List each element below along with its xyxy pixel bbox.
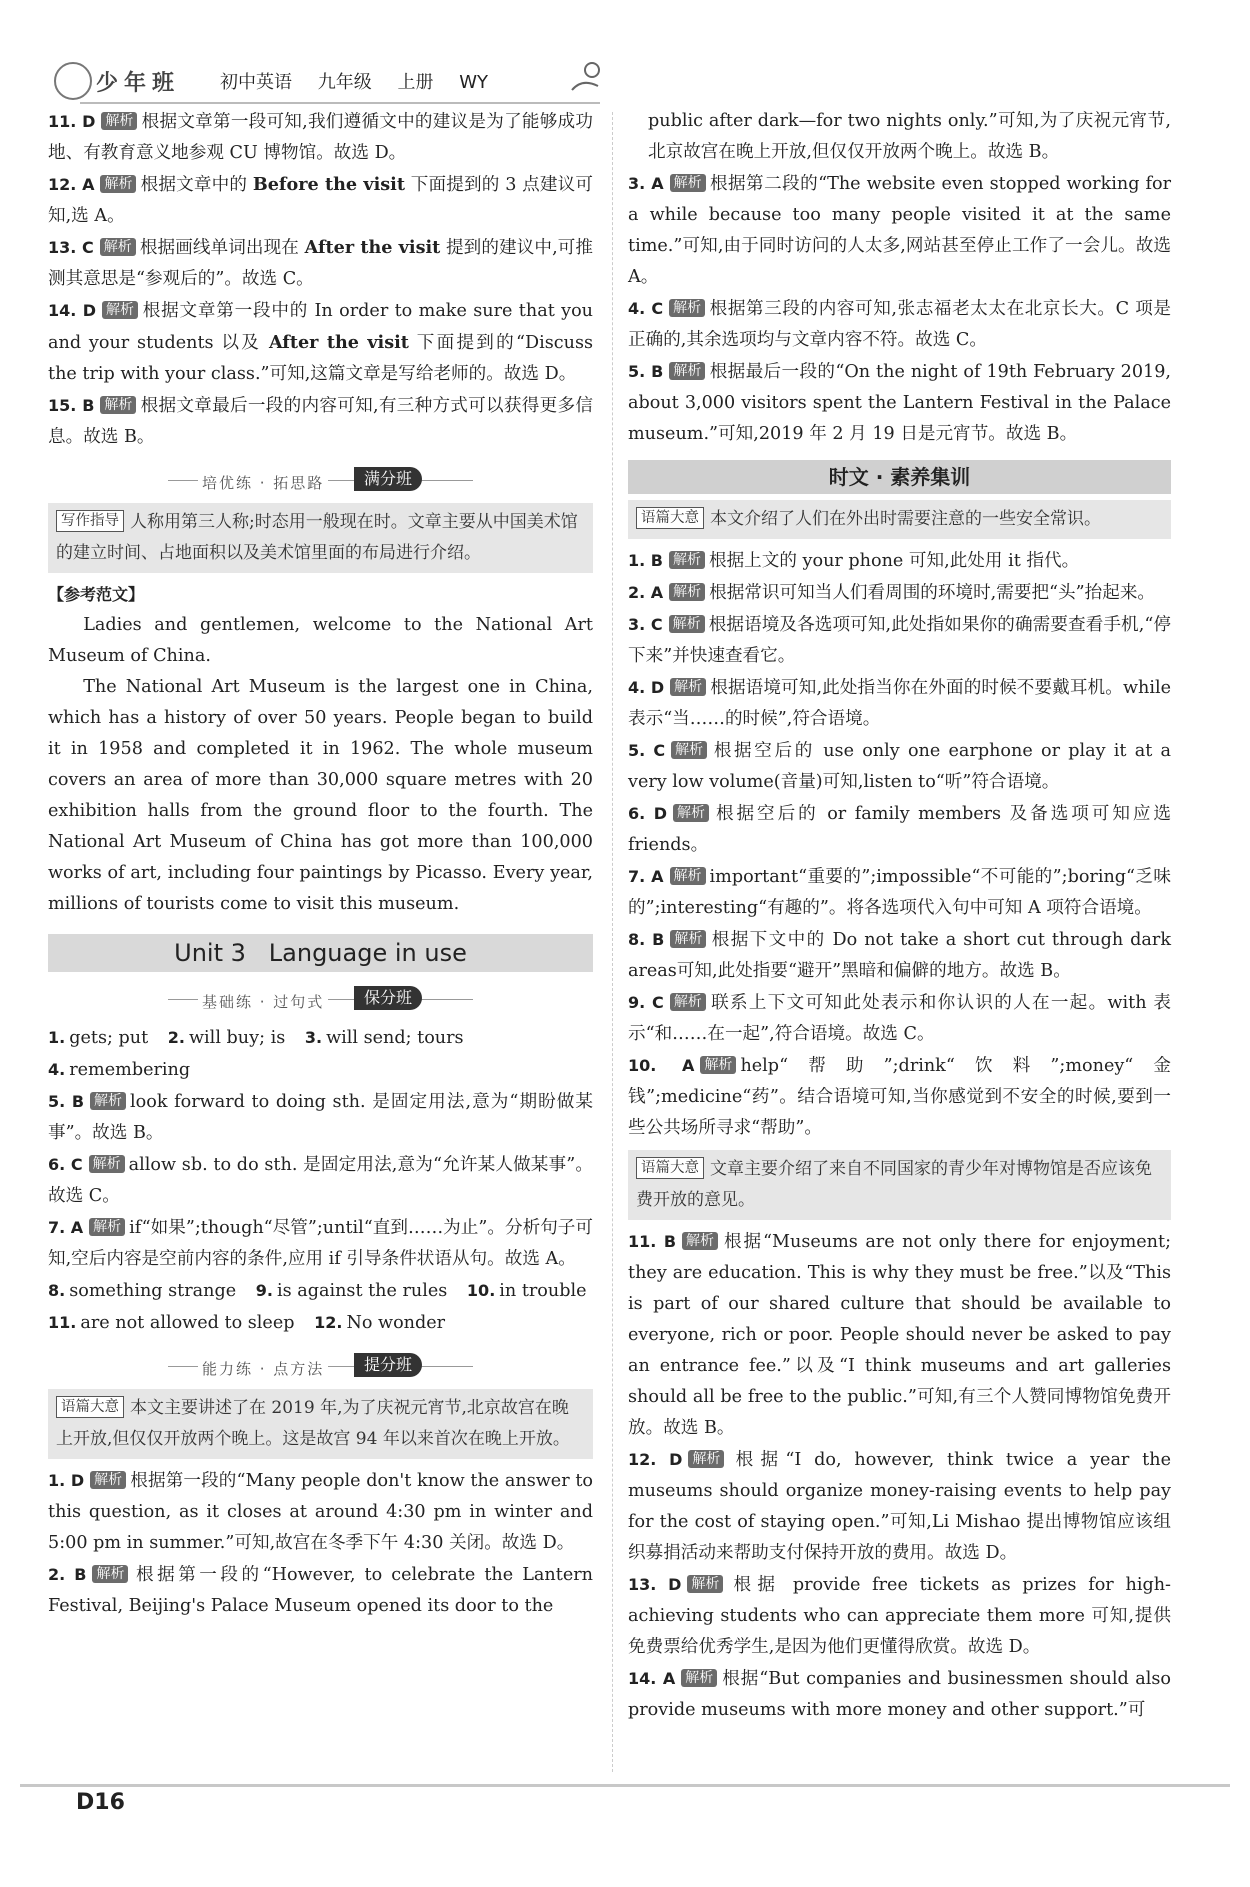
page-number: D16 [76, 1790, 125, 1815]
summary-tag: 语篇大意 [636, 1157, 704, 1179]
analysis-tag: 解析 [102, 301, 138, 319]
analysis-tag: 解析 [100, 175, 136, 193]
analysis-tag: 解析 [673, 804, 709, 822]
analysis-tag: 解析 [669, 583, 705, 601]
answer-item: 10. A 解析 help“帮助”;drink“饮料”;money“金钱”;medicine“药”。结合语境可知,当你感觉到不安全的时候,要到一些公共场所寻求“帮助”。 [628, 1056, 1172, 1138]
analysis-tag: 解析 [682, 1232, 718, 1250]
column-divider [612, 112, 614, 1772]
sample-paragraph: The National Art Museum is the largest one in China, which has a history of over 50 years. People began to build it in 1958 and completed it in 1962. The whole museum covers an area of more than 30,000 square metres with 20 exhibition halls from the ground floor to the fourth. The National Art Museum of China has got more than 100,000 works of art, including four paintings by Picasso. Every year, millions of tourists come to visit this museum. [48, 677, 593, 914]
header-volume: 上册 [397, 72, 434, 93]
summary-tag: 语篇大意 [56, 1396, 124, 1418]
analysis-tag: 解析 [671, 741, 707, 759]
analysis-tag: 解析 [669, 615, 705, 633]
analysis-tag: 解析 [688, 1450, 724, 1468]
answer-item: 9. C 解析 联系上下文可知此处表示和你认识的人在一起。with 表示“和……在一起”,符合语境。故选 C。 [628, 993, 1171, 1044]
unit-title: Unit 3 Language in use [48, 934, 593, 972]
answer-item: 7. A 解析 important“重要的”;impossible“不可能的”;boring“乏味的”;interesting“有趣的”。将各选项代入句中可知 A 项符合语境。 [628, 867, 1171, 918]
passage-summary: 语篇大意 文章主要介绍了来自不同国家的青少年对博物馆是否应该免费开放的意见。 [628, 1150, 1171, 1220]
analysis-tag: 解析 [670, 174, 706, 192]
answer-item: 11. D 解析 根据文章第一段可知,我们遵循文中的建议是为了能够成功地、有教育意义地参观 CU 博物馆。故选 D。 [48, 112, 593, 163]
passage-summary: 语篇大意 本文介绍了人们在外出时需要注意的一些安全常识。 [628, 500, 1171, 539]
passage-summary: 语篇大意 本文主要讲述了在 2019 年,为了庆祝元宵节,北京故宫在晚上开放,但仅仅开放两个晚上。这是故宫 94 年以来首次在晚上开放。 [48, 1389, 593, 1459]
answer-item: 3. C 解析 根据语境及各选项可知,此处指如果你的确需要查看手机,“停下来”并快速查看它。 [628, 615, 1172, 666]
analysis-tag: 解析 [100, 396, 136, 414]
analysis-tag: 解析 [670, 930, 706, 948]
page-header [40, 58, 600, 106]
blank-answers-row: 8. something strange 9. is against the rules 10. in trouble [48, 1281, 587, 1301]
left-column [48, 106, 593, 1622]
reader-mascot-icon [568, 60, 604, 96]
answer-item: 12. A 解析 根据文章中的 Before the visit 下面提到的 3 点建议可知,选 A。 [48, 174, 593, 226]
answer-item: 11. B 解析 根据“Museums are not only there for enjoyment; they are education. This is why they must be free.”以及“This is part of our shared culture that should be available to everyone, rich or poor. People should never be asked to pay an entrance fee.”以及“I think museums and art galleries should all be free to the public.”可知,有三个人赞同博物馆免费开放。故选 B。 [628, 1232, 1171, 1438]
header-grade: 九年级 [317, 72, 372, 93]
answer-item: 6. D 解析 根据空后的 or family members 及备选项可知应选 friends。 [628, 804, 1171, 855]
header-meta [220, 68, 508, 94]
writing-guide-tag: 写作指导 [56, 510, 124, 532]
analysis-tag: 解析 [681, 1669, 717, 1687]
answer-item: 7. A 解析 if“如果”;though“尽管”;until“直到……为止”。分析句子可知,空后内容是空前内容的条件,应用 if 引导条件状语从句。故选 A。 [48, 1218, 593, 1269]
header-rule [80, 102, 600, 104]
blank-answers-row: 1. gets; put 2. will buy; is 3. will send; tours [48, 1028, 464, 1048]
answer-item: 5. B 解析 look forward to doing sth. 是固定用法,意为“期盼做某事”。故选 B。 [48, 1092, 593, 1143]
answer-item: 2. B 解析 根据第一段的“However, to celebrate the Lantern Festival, Beijing's Palace Museum opened its door to the [48, 1565, 593, 1616]
answer-item: 5. B 解析 根据最后一段的“On the night of 19th February 2019, about 3,000 visitors spent the Lantern Festival in the Palace museum.”可知,2019 年 2 月 19 日是元宵节。故选 B。 [628, 362, 1172, 444]
shiwen-section-title: 时文 · 素养集训 [628, 460, 1171, 494]
analysis-tag: 解析 [90, 1092, 126, 1110]
answer-item: 4. C 解析 根据第三段的内容可知,张志福老太太在北京长大。C 项是正确的,其余选项均与文章内容不符。故选 C。 [628, 299, 1171, 350]
analysis-tag: 解析 [101, 112, 137, 130]
right-column [628, 106, 1171, 1726]
answer-item: 13. D 解析 根据 provide free tickets as prizes for high-achieving students who can appreciate them more 可知,提供免费票给优秀学生,是因为他们更懂得欣赏。故选 D。 [628, 1575, 1171, 1657]
summary-tag: 语篇大意 [636, 507, 704, 529]
footer-rule [20, 1784, 1230, 1787]
analysis-tag: 解析 [89, 1218, 125, 1236]
answer-item: 14. D 解析 根据文章第一段中的 In order to make sure that you and your students 以及 After the visit 下面提到的“Discuss the trip with your class.”可知,这篇文章是写给老师的。故选 D。 [48, 301, 593, 384]
answer-item: 1. B 解析 根据上文的 your phone 可知,此处用 it 指代。 [628, 551, 1080, 571]
answer-item: 13. C 解析 根据画线单词出现在 After the visit 提到的建议中,可推测其意思是“参观后的”。故选 C。 [48, 237, 594, 289]
section-heading-advanced: 培优练 · 拓思路 满分班 [48, 465, 593, 495]
sample-label: 【参考范文】 [48, 585, 145, 604]
answer-continuation: public after dark—for two nights only.”可知,为了庆祝元宵节,北京故宫在晚上开放,但仅仅开放两个晚上。故选 B。 [648, 111, 1171, 162]
analysis-tag: 解析 [669, 551, 705, 569]
blank-answers-row: 4. remembering [48, 1060, 191, 1080]
analysis-tag: 解析 [669, 362, 705, 380]
answer-item: 6. C 解析 allow sb. to do sth. 是固定用法,意为“允许某人做某事”。故选 C。 [48, 1155, 593, 1206]
writing-guide: 写作指导 人称用第三人称;时态用一般现在时。文章主要从中国美术馆的建立时间、占地面积以及美术馆里面的布局进行介绍。 [48, 503, 593, 573]
logo-icon [54, 62, 92, 100]
analysis-tag: 解析 [89, 1155, 125, 1173]
answer-item: 14. A 解析 根据“But companies and businessmen should also provide museums with more money and other support.”可 [628, 1669, 1172, 1720]
analysis-tag: 解析 [669, 299, 705, 317]
answer-item: 12. D 解析 根据“I do, however, think twice a year the museums should organize money-raising events to help pay for the cost of staying open.”可知,Li Mishao 提出博物馆应该组织募捐活动来帮助支付保持开放的费用。故选 D。 [628, 1450, 1171, 1563]
answer-item: 3. A 解析 根据第二段的“The website even stopped working for a while because too many people visited it at the same time.”可知,由于同时访问的人太多,网站甚至停止工作了一会儿。故选 A。 [628, 174, 1171, 287]
sample-paragraph: Ladies and gentlemen, welcome to the National Art Museum of China. [48, 615, 593, 666]
answer-item: 5. C 解析 根据空后的 use only one earphone or play it at a very low volume(音量)可知,listen to“听”符合语境。 [628, 741, 1171, 792]
logo-text: 少年班 [96, 71, 181, 96]
section-heading-ability: 能力练 · 点方法 提分班 [48, 1351, 593, 1381]
analysis-tag: 解析 [670, 993, 706, 1011]
analysis-tag: 解析 [670, 678, 706, 696]
analysis-tag: 解析 [92, 1565, 128, 1583]
analysis-tag: 解析 [687, 1575, 723, 1593]
section-heading-basic: 基础练 · 过句式 保分班 [48, 984, 593, 1014]
analysis-tag: 解析 [90, 1471, 126, 1489]
blank-answers-row: 11. are not allowed to sleep 12. No wonder [48, 1313, 446, 1333]
analysis-tag: 解析 [670, 867, 706, 885]
analysis-tag: 解析 [100, 238, 136, 256]
answer-item: 8. B 解析 根据下文中的 Do not take a short cut through dark areas可知,此处指要“避开”黑暗和偏僻的地方。故选 B。 [628, 930, 1171, 981]
header-edition: WY [459, 72, 488, 93]
header-subject: 初中英语 [220, 72, 292, 93]
answer-item: 2. A 解析 根据常识可知当人们看周围的环境时,需要把“头”抬起来。 [628, 583, 1156, 603]
answer-item: 4. D 解析 根据语境可知,此处指当你在外面的时候不要戴耳机。while 表示“当……的时候”,符合语境。 [628, 678, 1172, 729]
answer-item: 1. D 解析 根据第一段的“Many people don't know the answer to this question, as it closes at around 4:30 pm in winter and 5:00 pm in summer.”可知,故宫在冬季下午 4:30 关闭。故选 D。 [48, 1471, 593, 1553]
logo [54, 62, 214, 100]
answer-item: 15. B 解析 根据文章最后一段的内容可知,有三种方式可以获得更多信息。故选 B。 [48, 396, 593, 447]
analysis-tag: 解析 [700, 1056, 736, 1074]
